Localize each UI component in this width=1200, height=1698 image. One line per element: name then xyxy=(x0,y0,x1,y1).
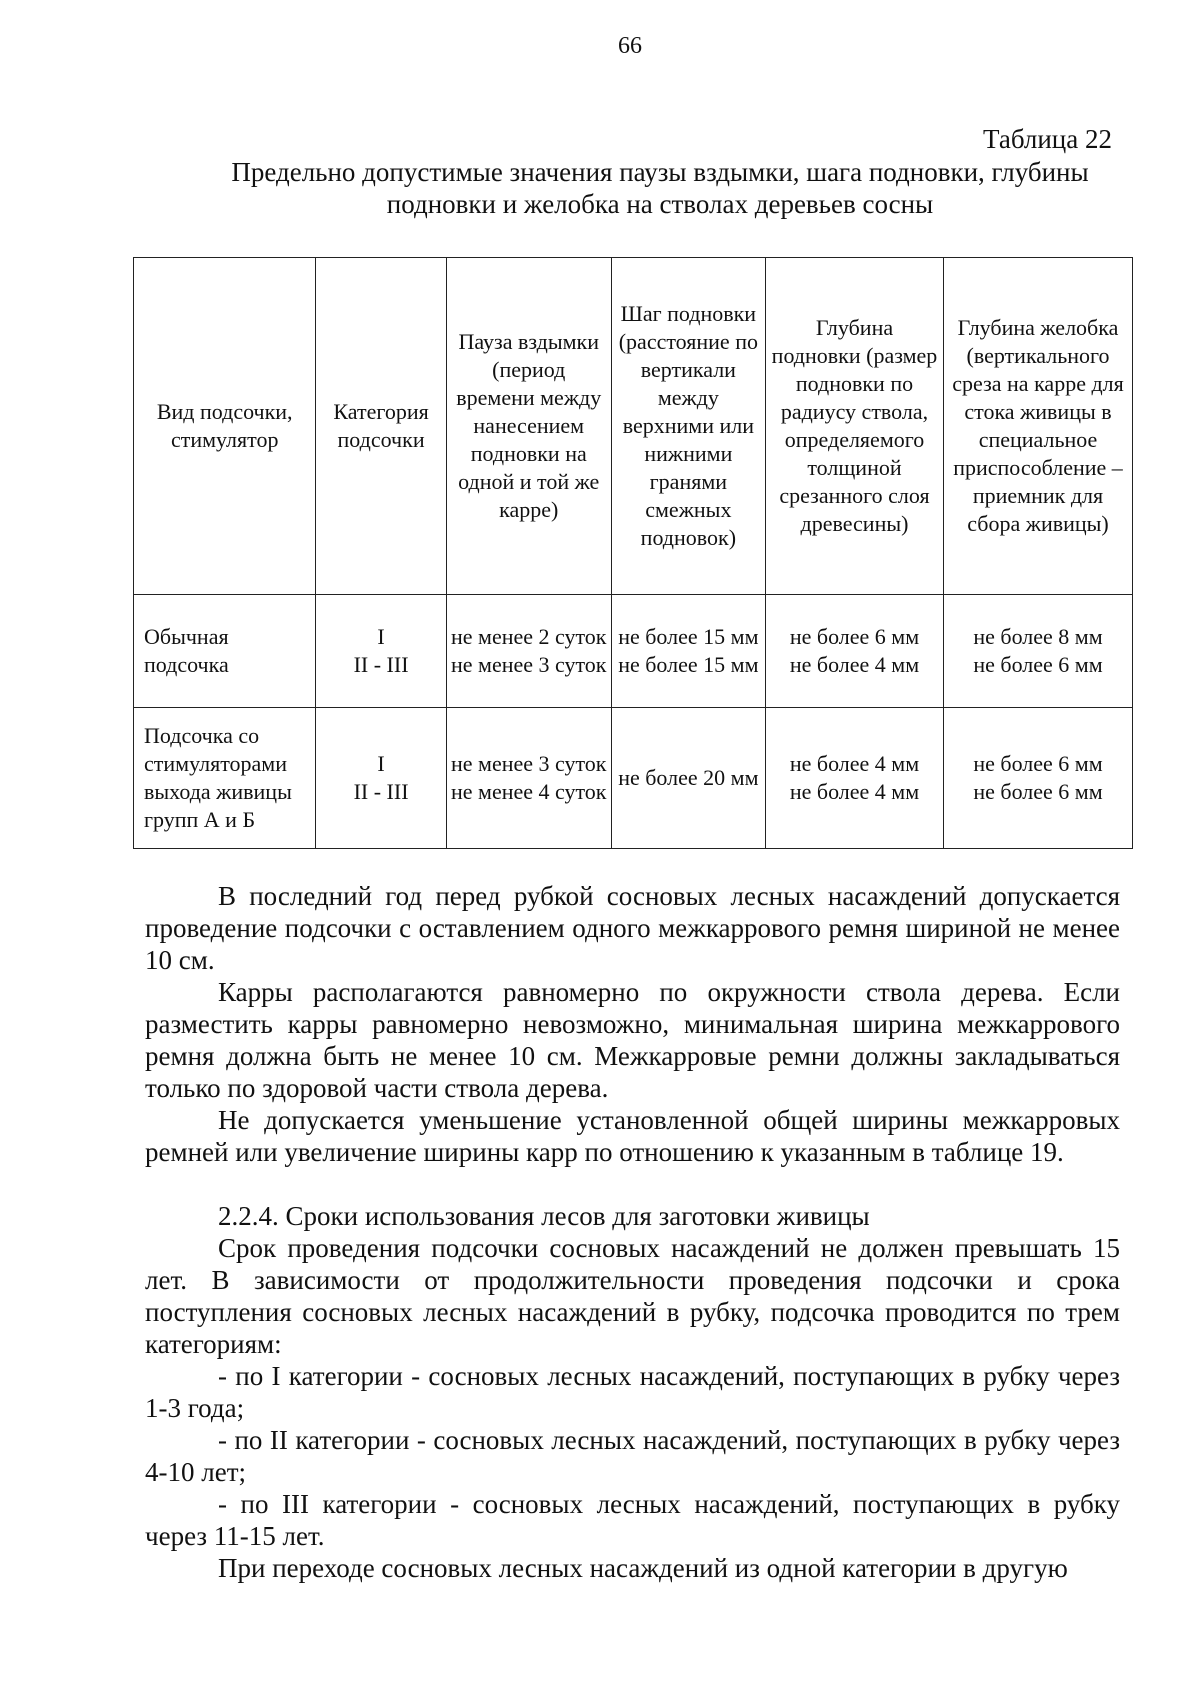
col-header-depth: Глубина подновки (размер подновки по радиусу ствола, определяемого толщиной срезанного слоя древесины) xyxy=(765,258,943,595)
paragraph: Не допускается уменьшение установленной общей ширины межкарровых ремней или увеличение ширины карр по отношению к указанным в таблице 19. xyxy=(145,1105,1120,1167)
col-header-step: Шаг подновки (расстояние по вертикали между верхними или нижними гранями смежных подновок) xyxy=(611,258,765,595)
cell-pause: не менее 2 суток не менее 3 суток xyxy=(446,595,611,708)
cell-step: не более 20 мм xyxy=(611,708,765,849)
cell-type: Подсочка со стимуляторами выхода живицы групп А и Б xyxy=(134,708,316,849)
col-header-type: Вид подсочки, стимулятор xyxy=(134,258,316,595)
cell-depth: не более 6 мм не более 4 мм xyxy=(765,595,943,708)
paragraph: Карры располагаются равномерно по окружности ствола дерева. Если разместить карры равномерно невозможно, минимальная ширина межкаррового ремня должна быть не менее 10 см. Межкарровые ремни должны закладываться только по здоровой части ствола дерева. xyxy=(145,977,1120,1103)
list-item: - по II категории - сосновых лесных насаждений, поступающих в рубку через 4-10 лет; xyxy=(145,1425,1120,1487)
table-row xyxy=(134,708,1133,849)
table-header-row xyxy=(134,258,1133,595)
cell-groove: не более 6 мм не более 6 мм xyxy=(944,708,1133,849)
cell-groove: не более 8 мм не более 6 мм xyxy=(944,595,1133,708)
cell-type: Обычная подсочка xyxy=(134,595,316,708)
cell-category: I II - III xyxy=(316,708,446,849)
paragraph: При переходе сосновых лесных насаждений из одной категории в другую xyxy=(218,1553,1068,1583)
cell-pause: не менее 3 суток не менее 4 суток xyxy=(446,708,611,849)
table-caption: Предельно допустимые значения паузы вздымки, шага подновки, глубины подновки и желобка на стволах деревьев сосны xyxy=(231,157,1089,219)
limits-table xyxy=(133,257,1133,849)
col-header-groove: Глубина желобка (вертикального среза на карре для стока живицы в специальное приспособление – приемник для сбора живицы) xyxy=(944,258,1133,595)
paragraph: В последний год перед рубкой сосновых лесных насаждений допускается проведение подсочки с оставлением одного межкаррового ремня шириной не менее 10 см. xyxy=(145,881,1120,975)
paragraph: Срок проведения подсочки сосновых насаждений не должен превышать 15 лет. В зависимости от продолжительности проведения подсочки и срока поступления сосновых лесных насаждений в рубку, подсочка проводится по трем категориям: xyxy=(145,1233,1120,1359)
col-header-pause: Пауза вздымки (период времени между нанесением подновки на одной и той же карре) xyxy=(446,258,611,595)
page-number: 66 xyxy=(618,33,642,59)
table-label: Таблица 22 xyxy=(983,124,1112,154)
list-item: - по III категории - сосновых лесных насаждений, поступающих в рубку через 11-15 лет. xyxy=(145,1489,1120,1551)
cell-depth: не более 4 мм не более 4 мм xyxy=(765,708,943,849)
section-heading: 2.2.4. Сроки использования лесов для заготовки живицы xyxy=(218,1201,870,1231)
col-header-category: Категория подсочки xyxy=(316,258,446,595)
list-item: - по I категории - сосновых лесных насаждений, поступающих в рубку через 1-3 года; xyxy=(145,1361,1120,1423)
cell-category: I II - III xyxy=(316,595,446,708)
cell-step: не более 15 мм не более 15 мм xyxy=(611,595,765,708)
table-row xyxy=(134,595,1133,708)
body-text xyxy=(145,880,1120,1584)
